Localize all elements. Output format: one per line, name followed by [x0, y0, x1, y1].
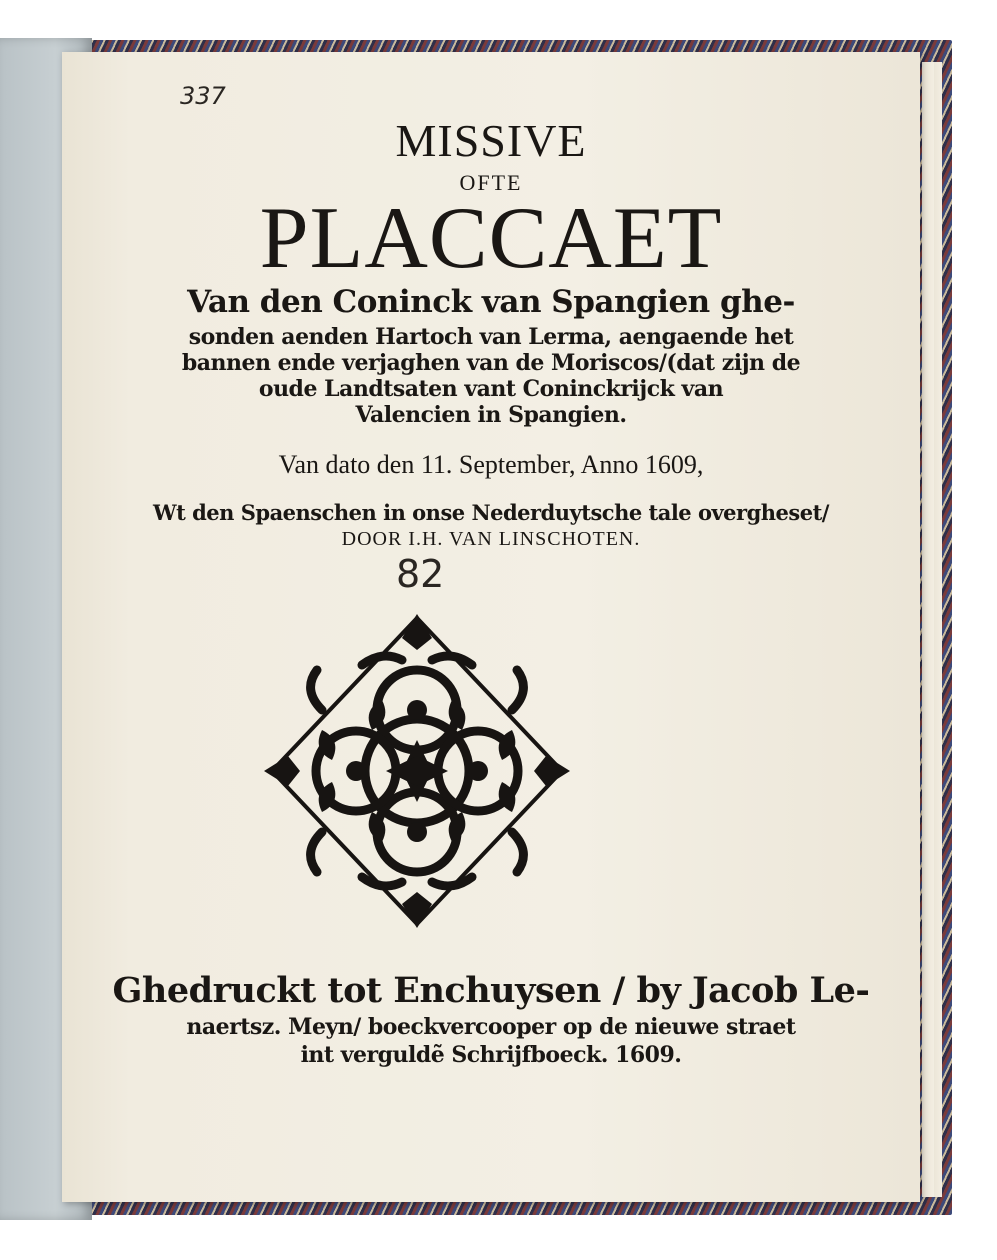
translation-line: Wt den Spaenschen in onse Nederduytsche tale overgheset/	[153, 500, 829, 525]
body-line: Valencien in Spangien.	[355, 402, 627, 428]
title-missive: MISSIVE	[395, 115, 587, 166]
imprint-line: Ghedruckt tot Enchuysen / by Jacob Le-	[112, 970, 870, 1011]
page-edges	[922, 62, 934, 1197]
handwritten-shelfmark: 337	[180, 82, 226, 110]
body-line: Van den Coninck van Spangien ghe-	[187, 284, 795, 320]
body-line: oude Landtsaten vant Coninckrijck van	[258, 376, 724, 402]
printers-ornament	[262, 610, 572, 932]
translator-line: DOOR I.H. VAN LINSCHOTEN.	[341, 528, 641, 550]
title-placcaet: PLACCAET	[259, 190, 723, 287]
title-ofte: OFTE	[459, 170, 523, 195]
handwritten-lot-number: 82	[396, 552, 445, 596]
body-line: bannen ende verjaghen van de Moriscos/(dat zijn de	[181, 350, 801, 376]
imprint-line: int verguldẽ Schrijfboeck. 1609.	[300, 1042, 682, 1068]
title-page	[62, 52, 920, 1202]
date-line: Van dato den 11. September, Anno 1609,	[278, 450, 704, 479]
body-line: sonden aenden Hartoch van Lerma, aengaende het	[188, 324, 794, 350]
imprint-line: naertsz. Meyn/ boeckvercooper op de nieuwe straet	[186, 1014, 796, 1040]
